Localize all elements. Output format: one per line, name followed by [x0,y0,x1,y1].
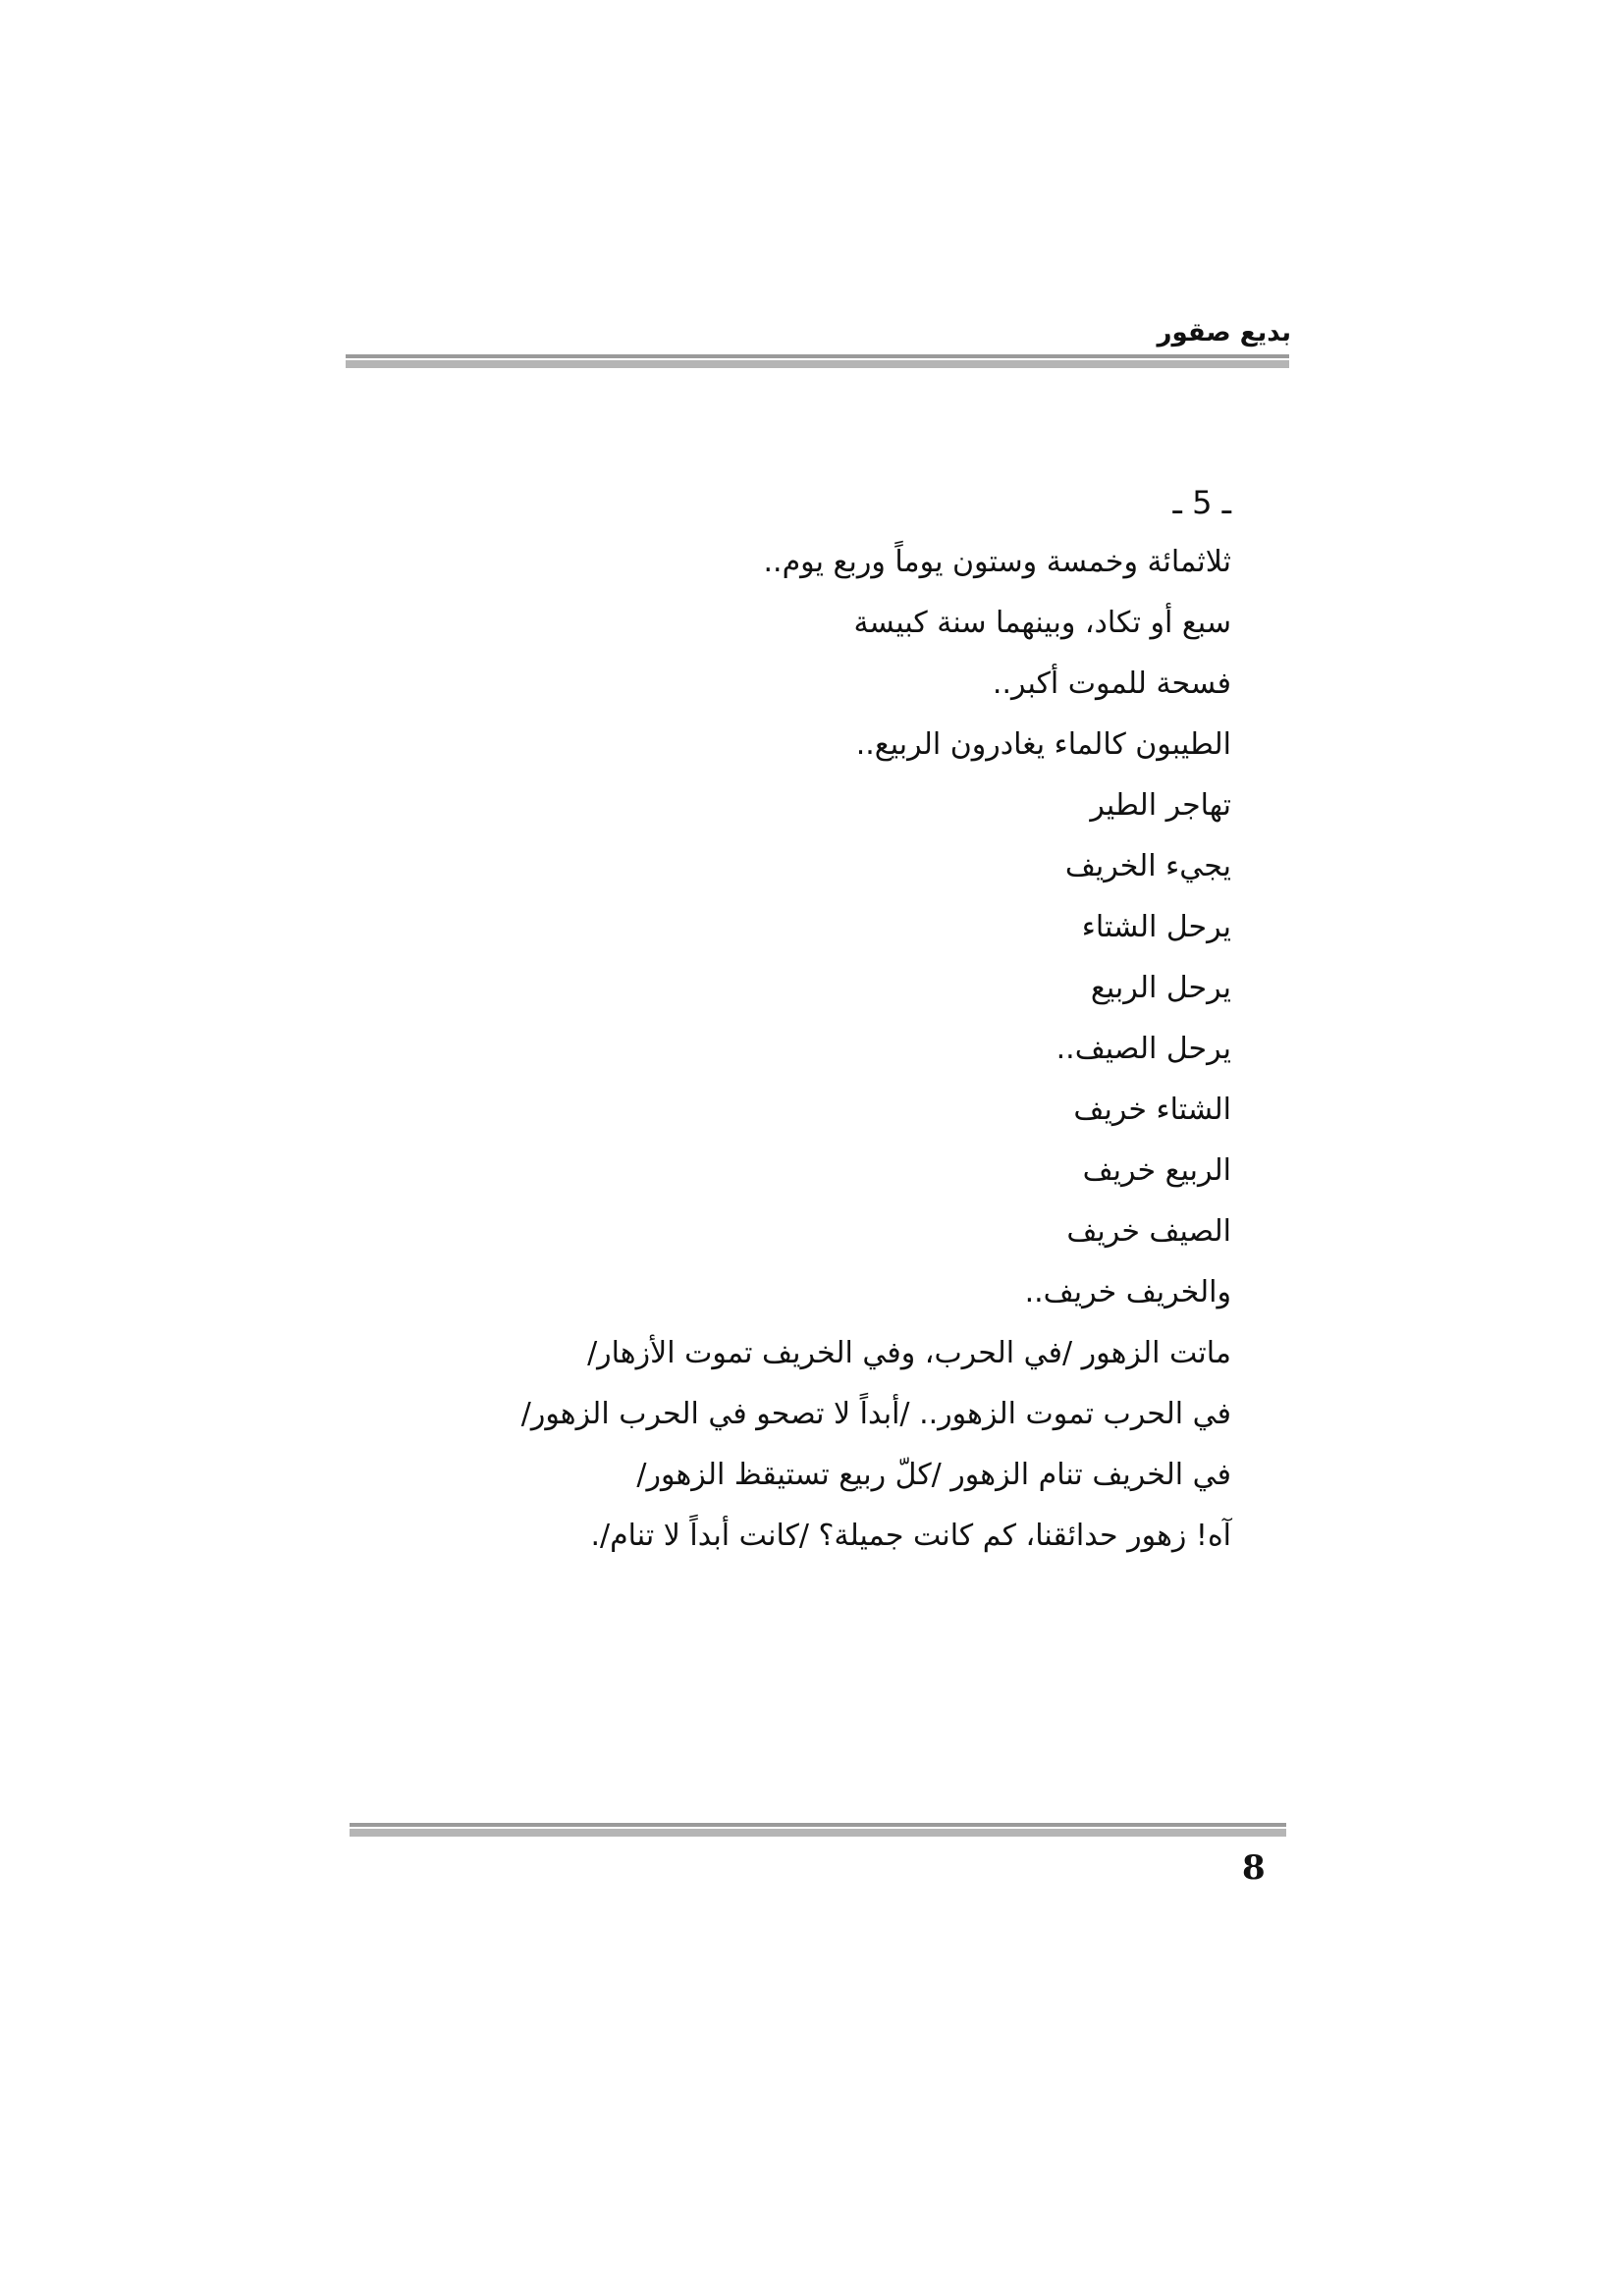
page-number: 8 [1242,1848,1266,1888]
footer-rule [350,1823,1286,1837]
poem-line: في الحرب تموت الزهور.. /أبداً لا تصحو في الحرب الزهور/ [520,1397,1231,1431]
poem-line: الربيع خريف [1082,1153,1231,1188]
poem-line: فسحة للموت أكبر.. [992,667,1231,701]
header-rule [346,354,1289,368]
poem-line: الشتاء خريف [1073,1093,1231,1127]
poem-line: يرحل الصيف.. [1056,1032,1231,1066]
poem-line: والخريف خريف.. [1024,1275,1231,1309]
poem-line: تهاجر الطير [1090,788,1231,823]
poem-number: ـ 5 ـ [1172,484,1231,521]
poem-line: الصيف خريف [1066,1214,1231,1249]
poem-line: سبع أو تكاد، وبينهما سنة كبيسة [853,606,1231,640]
poem-line: الطيبون كالماء يغادرون الربيع.. [855,727,1231,762]
poem-line: يرحل الشتاء [1081,910,1231,944]
poem-line: آه! زهور حدائقنا، كم كانت جميلة؟ /كانت أبداً لا تنام/. [590,1519,1231,1553]
running-header-author: بديع صقور [1157,318,1291,347]
poem-body [348,473,1231,1567]
poem-line: ثلاثمائة وخمسة وستون يوماً وربع يوم.. [763,545,1231,579]
poem-line: يجيء الخريف [1064,849,1231,883]
poem-line: ماتت الزهور /في الحرب، وفي الخريف تموت الأزهار/ [587,1336,1231,1370]
poem-line: في الخريف تنام الزهور /كلّ ربيع تستيقظ الزهور/ [636,1458,1231,1492]
poem-line: يرحل الربيع [1090,971,1231,1005]
